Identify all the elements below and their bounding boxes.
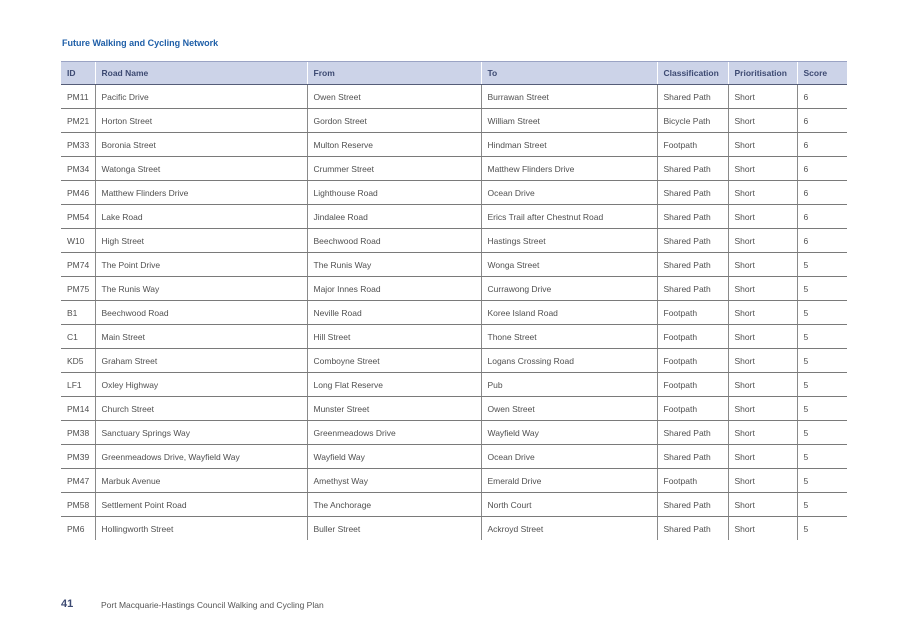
table-row [61, 517, 847, 541]
cell-classification: Shared Path [657, 229, 728, 253]
cell-prioritisation: Short [728, 445, 797, 469]
cell-score: 6 [797, 229, 847, 253]
table-row [61, 469, 847, 493]
cell-to: Ocean Drive [481, 181, 657, 205]
table-row [61, 445, 847, 469]
cell-classification: Footpath [657, 133, 728, 157]
cell-from: Multon Reserve [307, 133, 481, 157]
cell-classification: Shared Path [657, 205, 728, 229]
cell-id: PM38 [61, 421, 95, 445]
table-header [61, 62, 847, 85]
cell-score: 5 [797, 469, 847, 493]
cell-prioritisation: Short [728, 397, 797, 421]
table-row [61, 301, 847, 325]
cell-score: 5 [797, 493, 847, 517]
cell-from: Neville Road [307, 301, 481, 325]
cell-from: Munster Street [307, 397, 481, 421]
cell-to: Wayfield Way [481, 421, 657, 445]
cell-score: 5 [797, 517, 847, 541]
page-number: 41 [61, 598, 74, 610]
table-row [61, 205, 847, 229]
table-row [61, 109, 847, 133]
cell-id: PM75 [61, 277, 95, 301]
cell-id: PM33 [61, 133, 95, 157]
cell-classification: Shared Path [657, 277, 728, 301]
column-header-classification: Classification [657, 62, 728, 85]
cell-id: PM6 [67, 523, 85, 534]
cell-classification: Footpath [657, 397, 728, 421]
cell-from: Buller Street [307, 517, 481, 541]
cell-from: Lighthouse Road [307, 181, 481, 205]
cell-score: 5 [797, 397, 847, 421]
cell-to: Burrawan Street [481, 85, 657, 109]
cell-classification: Shared Path [657, 181, 728, 205]
cell-road-name: Oxley Highway [95, 373, 307, 397]
cell-score: 6 [797, 205, 847, 229]
cell-from: Amethyst Way [307, 469, 481, 493]
cell-prioritisation: Short [728, 229, 797, 253]
cell-road-name: The Point Drive [95, 253, 307, 277]
cell-from: Beechwood Road [307, 229, 481, 253]
cell-id: B1 [61, 301, 95, 325]
cell-to: North Court [481, 493, 657, 517]
network-table [61, 61, 847, 540]
column-header-score: Score [797, 62, 847, 85]
cell-score: 5 [797, 445, 847, 469]
table-row [61, 253, 847, 277]
cell-prioritisation: Short [728, 109, 797, 133]
cell-classification: Shared Path [657, 157, 728, 181]
cell-classification: Footpath [657, 349, 728, 373]
cell-to: Currawong Drive [481, 277, 657, 301]
cell-road-name: Watonga Street [95, 157, 307, 181]
cell-from: Crummer Street [307, 157, 481, 181]
cell-classification: Footpath [657, 373, 728, 397]
cell-road-name: Hollingworth Street [95, 517, 307, 541]
cell-prioritisation: Short [728, 133, 797, 157]
cell-id: KD5 [61, 349, 95, 373]
cell-to: Hindman Street [481, 133, 657, 157]
cell-classification: Shared Path [657, 517, 728, 541]
cell-road-name: Graham Street [95, 349, 307, 373]
cell-classification: Shared Path [657, 445, 728, 469]
cell-prioritisation: Short [728, 373, 797, 397]
cell-road-name: The Runis Way [95, 277, 307, 301]
cell-score: 5 [797, 349, 847, 373]
cell-classification: Shared Path [657, 493, 728, 517]
cell-to: Erics Trail after Chestnut Road [481, 205, 657, 229]
cell-prioritisation: Short [728, 301, 797, 325]
cell-to: Matthew Flinders Drive [481, 157, 657, 181]
cell-id: PM74 [61, 253, 95, 277]
cell-road-name: High Street [95, 229, 307, 253]
cell-classification: Footpath [657, 469, 728, 493]
cell-prioritisation: Short [728, 253, 797, 277]
table-body [61, 85, 847, 541]
cell-id: PM54 [61, 205, 95, 229]
cell-to: Ocean Drive [481, 445, 657, 469]
cell-from: Gordon Street [307, 109, 481, 133]
cell-id: PM58 [61, 493, 95, 517]
table-row [61, 325, 847, 349]
cell-score: 5 [797, 421, 847, 445]
cell-prioritisation: Short [728, 493, 797, 517]
cell-from: The Anchorage [307, 493, 481, 517]
table-row [61, 493, 847, 517]
table-row [61, 421, 847, 445]
cell-from: Hill Street [307, 325, 481, 349]
table-row [61, 349, 847, 373]
cell-classification: Footpath [657, 301, 728, 325]
table-row [61, 229, 847, 253]
cell-score: 6 [797, 85, 847, 109]
table-heading: Future Walking and Cycling Network [62, 38, 219, 48]
cell-prioritisation: Short [728, 157, 797, 181]
cell-id: PM11 [61, 85, 95, 109]
cell-prioritisation: Short [728, 469, 797, 493]
cell-from: The Runis Way [307, 253, 481, 277]
document-title: Port Macquarie-Hastings Council Walking and Cycling Plan [101, 600, 324, 610]
table-row [61, 181, 847, 205]
cell-prioritisation: Short [728, 517, 797, 541]
cell-classification: Shared Path [657, 421, 728, 445]
cell-to: Hastings Street [481, 229, 657, 253]
cell-from: Comboyne Street [307, 349, 481, 373]
cell-prioritisation: Short [728, 277, 797, 301]
cell-road-name: Church Street [95, 397, 307, 421]
cell-prioritisation: Short [728, 421, 797, 445]
cell-id: LF1 [61, 373, 95, 397]
cell-to: Ackroyd Street [481, 517, 657, 541]
table-row [61, 373, 847, 397]
cell-id: PM34 [61, 157, 95, 181]
cell-score: 6 [797, 109, 847, 133]
cell-id: W10 [61, 229, 95, 253]
cell-road-name: Marbuk Avenue [95, 469, 307, 493]
cell-prioritisation: Short [728, 205, 797, 229]
cell-prioritisation: Short [728, 325, 797, 349]
cell-score: 5 [797, 373, 847, 397]
cell-id: PM46 [61, 181, 95, 205]
header-row [61, 62, 847, 85]
table-row [61, 397, 847, 421]
table-row [61, 277, 847, 301]
table-row [61, 133, 847, 157]
cell-id: PM14 [61, 397, 95, 421]
cell-to: Thone Street [481, 325, 657, 349]
cell-road-name: Pacific Drive [95, 85, 307, 109]
cell-road-name: Main Street [95, 325, 307, 349]
table-row [61, 157, 847, 181]
cell-to: Emerald Drive [481, 469, 657, 493]
column-header-from: From [307, 62, 481, 85]
cell-prioritisation: Short [728, 181, 797, 205]
cell-road-name: Horton Street [95, 109, 307, 133]
cell-from: Major Innes Road [307, 277, 481, 301]
cell-road-name: Matthew Flinders Drive [95, 181, 307, 205]
cell-id: C1 [61, 325, 95, 349]
cell-from: Long Flat Reserve [307, 373, 481, 397]
cell-from: Jindalee Road [307, 205, 481, 229]
cell-classification: Footpath [657, 325, 728, 349]
cell-prioritisation: Short [728, 85, 797, 109]
cell-road-name: Settlement Point Road [95, 493, 307, 517]
cell-score: 6 [797, 133, 847, 157]
column-header-to: To [481, 62, 657, 85]
cell-to: Logans Crossing Road [481, 349, 657, 373]
cell-to: William Street [481, 109, 657, 133]
cell-to: Koree Island Road [481, 301, 657, 325]
cell-id: PM21 [61, 109, 95, 133]
cell-road-name: Beechwood Road [95, 301, 307, 325]
cell-score: 5 [797, 253, 847, 277]
cell-score: 6 [797, 157, 847, 181]
cell-from: Wayfield Way [307, 445, 481, 469]
cell-id: PM47 [61, 469, 95, 493]
cell-score: 5 [797, 301, 847, 325]
table-row [61, 85, 847, 109]
cell-id: PM39 [61, 445, 95, 469]
cell-prioritisation: Short [728, 349, 797, 373]
cell-to: Pub [481, 373, 657, 397]
cell-score: 5 [797, 325, 847, 349]
cell-classification: Bicycle Path [657, 109, 728, 133]
cell-from: Greenmeadows Drive [307, 421, 481, 445]
cell-score: 6 [797, 181, 847, 205]
cell-score: 5 [797, 277, 847, 301]
column-header-id: ID [61, 62, 95, 85]
cell-to: Owen Street [481, 397, 657, 421]
column-header-prioritisation: Prioritisation [728, 62, 797, 85]
column-header-road-name: Road Name [95, 62, 307, 85]
cell-from: Owen Street [307, 85, 481, 109]
cell-road-name: Sanctuary Springs Way [95, 421, 307, 445]
cell-road-name: Lake Road [95, 205, 307, 229]
cell-road-name: Boronia Street [95, 133, 307, 157]
cell-classification: Shared Path [657, 253, 728, 277]
cell-classification: Shared Path [657, 85, 728, 109]
cell-road-name: Greenmeadows Drive, Wayfield Way [95, 445, 307, 469]
cell-to: Wonga Street [481, 253, 657, 277]
